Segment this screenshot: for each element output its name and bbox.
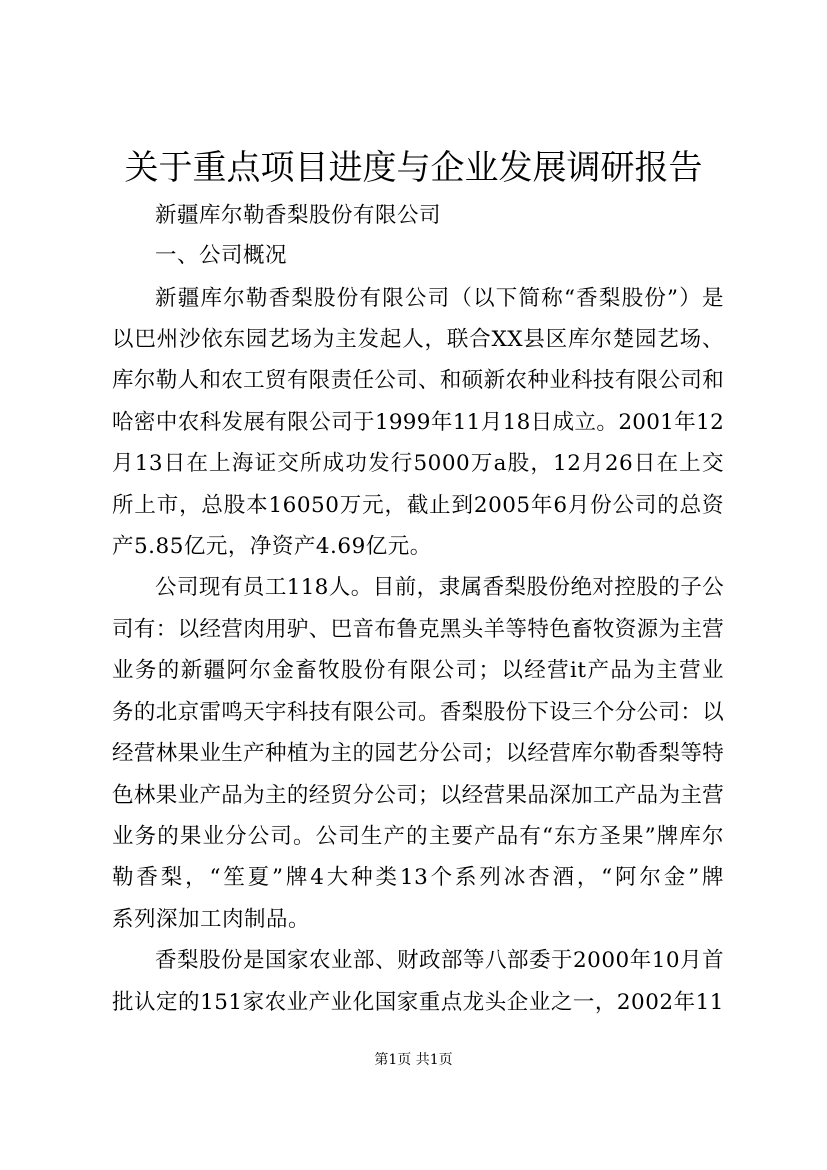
paragraph-1-line-3: 库尔勒人和农工贸有限责任公司、和硕新农种业科技有限公司和 <box>112 368 724 393</box>
paragraph-2-line-8: 勒香梨，“笙夏”牌4大种类13个系列冰杏酒，“阿尔金”牌 <box>112 865 724 890</box>
paragraph-2-line-9: 系列深加工肉制品。 <box>112 907 311 932</box>
paragraph-1-line-5: 月13日在上海证交所成功发行5000万a股，12月26日在上交 <box>112 451 724 476</box>
paragraph-2-line-4: 务的北京雷鸣天宇科技有限公司。香梨股份下设三个分公司：以 <box>112 700 724 725</box>
paragraph-1-line-7: 产5.85亿元，净资产4.69亿元。 <box>112 534 432 559</box>
paragraph-2-line-2: 司有：以经营肉用驴、巴音布鲁克黑头羊等特色畜牧资源为主营 <box>112 617 724 642</box>
paragraph-2-line-3: 业务的新疆阿尔金畜牧股份有限公司；以经营it产品为主营业 <box>112 658 724 683</box>
paragraph-3-line-2: 批认定的151家农业产业化国家重点龙头企业之一，2002年11 <box>112 990 724 1015</box>
document-title: 关于重点项目进度与企业发展调研报告 <box>124 148 703 188</box>
page-footer: 第1页 共1页 <box>374 1052 453 1068</box>
paragraph-2-line-5: 经营林果业生产种植为主的园艺分公司；以经营库尔勒香梨等特 <box>112 741 724 766</box>
paragraph-1-line-2: 以巴州沙依东园艺场为主发起人，联合XX县区库尔楚园艺场、 <box>112 327 724 352</box>
paragraph-1-line-4: 哈密中农科发展有限公司于1999年11月18日成立。2001年12 <box>112 410 724 435</box>
paragraph-2-line-1: 公司现有员工118人。目前，隶属香梨股份绝对控股的子公 <box>155 575 724 600</box>
paragraph-1-line-1: 新疆库尔勒香梨股份有限公司（以下简称“香梨股份”）是 <box>155 286 724 311</box>
section-heading: 一、公司概况 <box>155 243 288 268</box>
paragraph-1-line-6: 所上市，总股本16050万元，截止到2005年6月份公司的总资 <box>112 493 724 518</box>
paragraph-2-line-7: 业务的果业分公司。公司生产的主要产品有“东方圣果”牌库尔 <box>112 824 724 849</box>
paragraph-3-line-1: 香梨股份是国家农业部、财政部等八部委于2000年10月首 <box>155 948 725 973</box>
paragraph-2-line-6: 色林果业产品为主的经贸分公司；以经营果品深加工产品为主营 <box>112 783 724 808</box>
company-name-line: 新疆库尔勒香梨股份有限公司 <box>155 203 442 228</box>
